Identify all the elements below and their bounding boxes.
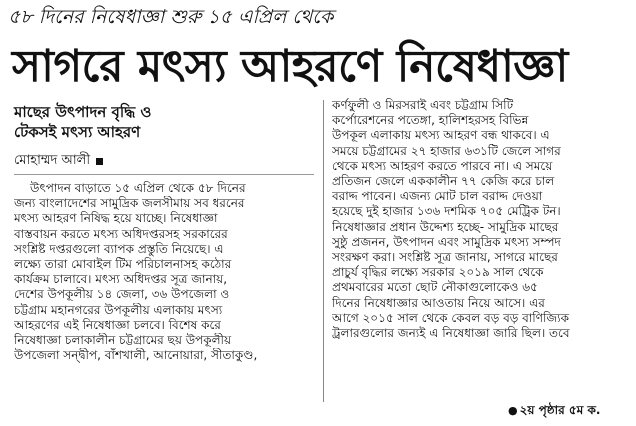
main-headline: সাগরে মৎস্য আহরণে নিষেধাজ্ঞা: [12, 41, 568, 92]
subheadline: [14, 102, 314, 142]
body-line: দেশের উপকূলীয় ১৪ জেলা, ৩৬ উপজেলা ও: [14, 287, 230, 302]
column-divider: [323, 100, 324, 402]
right-column-body: [332, 98, 628, 341]
byline-author: মোহাম্মদ আলী: [14, 153, 91, 168]
body-line: সংশ্লিষ্ট দপ্তরগুলো ব্যাপক প্রস্তুতি নিয়েছে। এ: [14, 241, 224, 256]
body-line: নিষেধাজ্ঞা চলাকালীন চট্টগ্রামের ছয় উপকূলীয়: [14, 333, 232, 348]
body-line: আগে ২০১৫ সাল থেকে কেবল বড় বড় বাণিজ্যিক: [332, 310, 570, 325]
subheadline-line-2: টেকসই মৎস্য আহরণ: [14, 123, 141, 141]
body-line: প্রতিজন জেলে এককালীন ৭৭ কেজি করে চাল: [332, 174, 555, 189]
body-line: দিনের নিষেধাজ্ঞার আওতায় নিয়ে আসে। এর: [332, 295, 545, 310]
body-line: চট্টগ্রাম মহানগরের উপকূলীয় এলাকায় মৎস্য: [14, 302, 223, 317]
continuation-text: ২য় পৃষ্ঠার ৫ম ক.: [519, 403, 601, 417]
left-column-body: [14, 181, 314, 363]
body-line: সুষ্ঠু প্রজনন, উৎপাদন এবং সামুদ্রিক মৎস্য সম্পদ: [332, 234, 561, 249]
byline-divider: [14, 174, 314, 175]
body-line: আহরণের এই নিষেধাজ্ঞা চলবে। বিশেষ করে: [14, 317, 221, 332]
body-line: বাস্তবায়ন করতে মৎস্য অধিদপ্তরসহ সরকারের: [14, 226, 228, 241]
body-line: উৎপাদন বাড়াতে ১৫ এপ্রিল থেকে ৫৮ দিনের: [30, 181, 246, 195]
body-line: কার্যক্রম চালাবে। মৎস্য অধিদপ্তর সূত্র জানায়,: [14, 272, 228, 287]
body-line: সময়ে চট্টগ্রামের ২৭ হাজার ৬৩১টি জেলে সাগর: [332, 143, 561, 158]
body-line: সংরক্ষণ করা। সংশ্লিষ্ট সূত্র জানায়, সাগরে মাছের: [332, 250, 558, 265]
continuation-note: [508, 402, 600, 419]
body-line: উপজেলা সন্দ্বীপ, বাঁশখালী, আনোয়ারা, সীতাকুণ্ড,: [14, 348, 258, 363]
body-line: থেকে মৎস্য আহরণ করতে পারবে না। এ সময়ে: [332, 158, 553, 173]
body-line: প্রাচুর্য বৃদ্ধির লক্ষ্যে সরকার ২০১৯ সাল থেকে: [332, 265, 544, 280]
body-line: বরাদ্দ পাবেন। এজন্য মোট চাল বরাদ্দ দেওয়া: [332, 189, 543, 204]
kicker-headline: ৫৮ দিনের নিষেধাজ্ঞা শুরু ১৫ এপ্রিল থেকে: [8, 6, 334, 28]
body-line: নিষেধাজ্ঞার প্রধান উদ্দেশ্য হচ্ছে- সামুদ্রিক মাছের: [332, 219, 559, 234]
body-line: লক্ষ্যে তারা মোবাইল টিম পরিচালনাসহ কঠোর: [14, 257, 232, 272]
bullet-icon: ●: [508, 404, 518, 417]
body-line: কর্পোরেশনের পতেঙ্গা, হালিশহরসহ বিভিন্ন: [332, 113, 529, 128]
body-line: প্রথমবারের মতো ছোট নৌকাগুলোকেও ৬৫: [332, 280, 538, 295]
body-line: উপকূল এলাকায় মৎস্য আহরণ বন্ধ থাকবে। এ: [332, 128, 550, 143]
article-column-right: [332, 98, 628, 341]
body-line: জন্য বাংলাদেশের সামুদ্রিক জলসীমায় সব ধরনের: [14, 196, 245, 211]
article-column-left: [14, 98, 314, 363]
byline-square-icon: [96, 158, 103, 165]
body-line: কর্ণফুলী ও মিরসরাই এবং চট্টগ্রাম সিটি: [332, 98, 514, 112]
body-line: মৎস্য আহরণ নিষিদ্ধ হয়ে যাচ্ছে। নিষেধাজ্ঞা: [14, 211, 218, 226]
body-line: ট্রলারগুলোর জন্যই এ নিষেধাজ্ঞা জারি ছিল। তবে: [332, 326, 570, 341]
byline: [14, 152, 314, 170]
subheadline-line-1: মাছের উৎপাদন বৃদ্ধি ও: [14, 103, 152, 121]
body-line: হয়েছে দুই হাজার ১৩৬ দশমিক ৭০৫ মেট্রিক টন।: [332, 204, 561, 219]
